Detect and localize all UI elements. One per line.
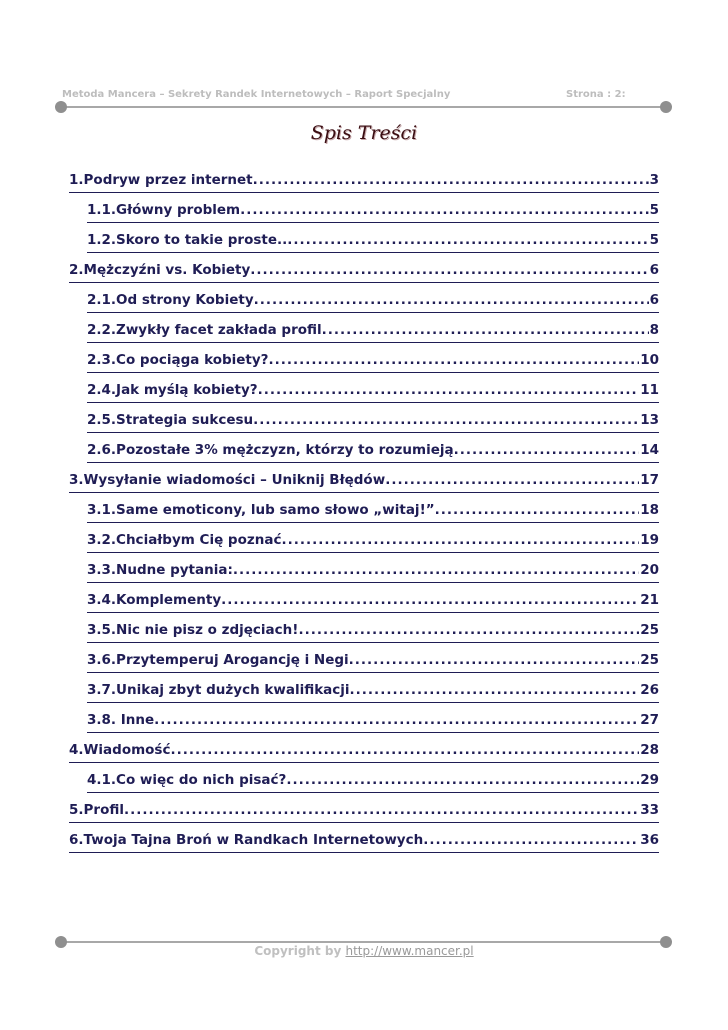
toc-entry-page-number: 17 [640,472,659,488]
toc-entry-label: 3.5.Nic nie pisz o zdjęciach! [87,622,299,638]
toc-entry-page-number: 25 [640,652,659,668]
toc-entry-link[interactable] [87,502,659,523]
toc-entry-link[interactable] [87,352,659,373]
toc-entry-label: 4.1.Co więc do nich pisać? [87,772,287,788]
footer-url-link[interactable]: http://www.mancer.pl [345,944,474,958]
toc-dot-leader [298,622,639,638]
toc-entry-link[interactable] [87,622,659,643]
toc-entry-page-number: 5 [649,202,659,218]
toc-entry-label: 2.Mężczyźni vs. Kobiety [69,262,251,278]
toc-entry[interactable] [69,258,659,288]
toc-entry-page-number: 33 [640,802,659,818]
toc-entry[interactable] [87,408,659,438]
toc-entry-label: 3.Wysyłanie wiadomości – Uniknij Błędów [69,472,386,488]
toc-dot-leader [385,472,639,488]
toc-entry-page-number: 13 [640,412,659,428]
toc-entry-page-number: 28 [640,742,659,758]
toc-entry[interactable] [87,198,659,228]
toc-entry[interactable] [87,678,659,708]
toc-dot-leader [240,202,648,218]
header-rule-left-dot [55,101,67,113]
toc-entry-page-number: 18 [640,502,659,518]
page-title: Spis Treści [310,122,418,144]
header-title: Metoda Mancera – Sekrety Randek Internetowych – Raport Specjalny [62,89,451,100]
toc-dot-leader [253,412,639,428]
toc-entry[interactable] [87,288,659,318]
toc-dot-leader [350,682,640,698]
toc-dot-leader [281,532,639,548]
toc-entry-label: 2.1.Od strony Kobiety [87,292,254,308]
toc-entry[interactable] [87,618,659,648]
toc-entry-label: 1.1.Główny problem [87,202,241,218]
toc-entry-page-number: 14 [640,442,659,458]
header-page-number: Strona : 2: [566,89,626,100]
toc-entry-label: 2.2.Zwykły facet zakłada profil [87,322,322,338]
toc-entry[interactable] [87,528,659,558]
toc-entry-label: 2.6.Pozostałe 3% mężczyzn, którzy to rozumieją [87,442,454,458]
toc-entry-label: 3.1.Same emoticony, lub samo słowo „witaj!” [87,502,435,518]
toc-entry-page-number: 27 [640,712,659,728]
toc-entry-label: 3.8. Inne [87,712,155,728]
footer [0,944,728,958]
toc-entry-page-number: 19 [640,532,659,548]
toc-entry-page-number: 8 [649,322,659,338]
toc-dot-leader [287,232,648,248]
table-of-contents [69,168,659,858]
toc-entry-link[interactable] [69,742,659,763]
toc-entry-page-number: 20 [640,562,659,578]
toc-dot-leader [124,802,639,818]
toc-entry-link[interactable] [87,592,659,613]
footer-copyright: Copyright by [254,944,346,958]
toc-dot-leader [349,652,640,668]
toc-entry[interactable] [69,798,659,828]
toc-entry-link[interactable] [87,202,659,223]
toc-entry-link[interactable] [87,532,659,553]
toc-entry-page-number: 6 [649,262,659,278]
toc-entry-page-number: 29 [640,772,659,788]
toc-entry-label: 3.7.Unikaj zbyt dużych kwalifikacji [87,682,350,698]
toc-dot-leader [322,322,649,338]
toc-dot-leader [435,502,640,518]
toc-entry[interactable] [87,588,659,618]
toc-entry[interactable] [69,168,659,198]
toc-entry-label: 1.2.Skoro to takie proste.. [87,232,288,248]
toc-entry[interactable] [69,738,659,768]
toc-entry[interactable] [87,378,659,408]
toc-dot-leader [286,772,639,788]
toc-entry-page-number: 3 [649,172,659,188]
toc-dot-leader [254,292,649,308]
toc-dot-leader [423,832,639,848]
toc-dot-leader [221,592,639,608]
toc-entry-link[interactable] [87,712,659,733]
toc-entry-label: 3.6.Przytemperuj Arogancję i Negi [87,652,349,668]
toc-entry-label: 2.4.Jak myślą kobiety? [87,382,258,398]
toc-entry-label: 2.5.Strategia sukcesu [87,412,254,428]
toc-entry-link[interactable] [87,652,659,673]
toc-entry[interactable] [87,708,659,738]
toc-entry-link[interactable] [87,292,659,313]
toc-entry-label: 3.3.Nudne pytania: [87,562,233,578]
toc-entry-label: 5.Profil [69,802,124,818]
toc-entry-label: 6.Twoja Tajna Broń w Randkach Internetowych [69,832,424,848]
toc-entry[interactable] [87,558,659,588]
toc-dot-leader [269,352,640,368]
toc-dot-leader [154,712,639,728]
toc-entry-page-number: 10 [640,352,659,368]
toc-entry-label: 1.Podryw przez internet [69,172,253,188]
toc-entry-link[interactable] [87,682,659,703]
toc-entry-link[interactable] [87,232,659,253]
toc-entry-link[interactable] [69,802,659,823]
toc-entry[interactable] [69,828,659,858]
toc-entry-label: 3.2.Chciałbym Cię poznać [87,532,282,548]
toc-entry-page-number: 36 [640,832,659,848]
toc-dot-leader [454,442,640,458]
toc-entry-page-number: 25 [640,622,659,638]
toc-entry[interactable] [87,228,659,258]
footer-rule [62,941,666,943]
toc-entry-page-number: 26 [640,682,659,698]
toc-dot-leader [233,562,639,578]
toc-entry-page-number: 21 [640,592,659,608]
toc-dot-leader [170,742,639,758]
toc-entry-page-number: 6 [649,292,659,308]
toc-entry[interactable] [87,348,659,378]
toc-entry-link[interactable] [87,772,659,793]
toc-entry[interactable] [87,498,659,528]
toc-entry-link[interactable] [69,172,659,193]
toc-entry[interactable] [87,648,659,678]
header-rule [62,106,666,108]
toc-entry-link[interactable] [87,382,659,403]
toc-entry-link[interactable] [87,442,659,463]
toc-dot-leader [250,262,648,278]
toc-entry-link[interactable] [87,562,659,583]
toc-entry-page-number: 11 [640,382,659,398]
toc-entry-link[interactable] [69,262,659,283]
toc-entry[interactable] [87,438,659,468]
toc-dot-leader [258,382,640,398]
toc-entry-link[interactable] [87,412,659,433]
toc-entry-page-number: 5 [649,232,659,248]
toc-entry-link[interactable] [87,322,659,343]
toc-dot-leader [253,172,649,188]
toc-entry-label: 2.3.Co pociąga kobiety? [87,352,269,368]
header-rule-right-dot [660,101,672,113]
toc-entry-link[interactable] [69,472,659,493]
toc-entry-link[interactable] [69,832,659,853]
toc-entry[interactable] [87,768,659,798]
toc-entry-label: 4.Wiadomość [69,742,171,758]
toc-entry[interactable] [69,468,659,498]
toc-entry-label: 3.4.Komplementy [87,592,222,608]
toc-entry[interactable] [87,318,659,348]
